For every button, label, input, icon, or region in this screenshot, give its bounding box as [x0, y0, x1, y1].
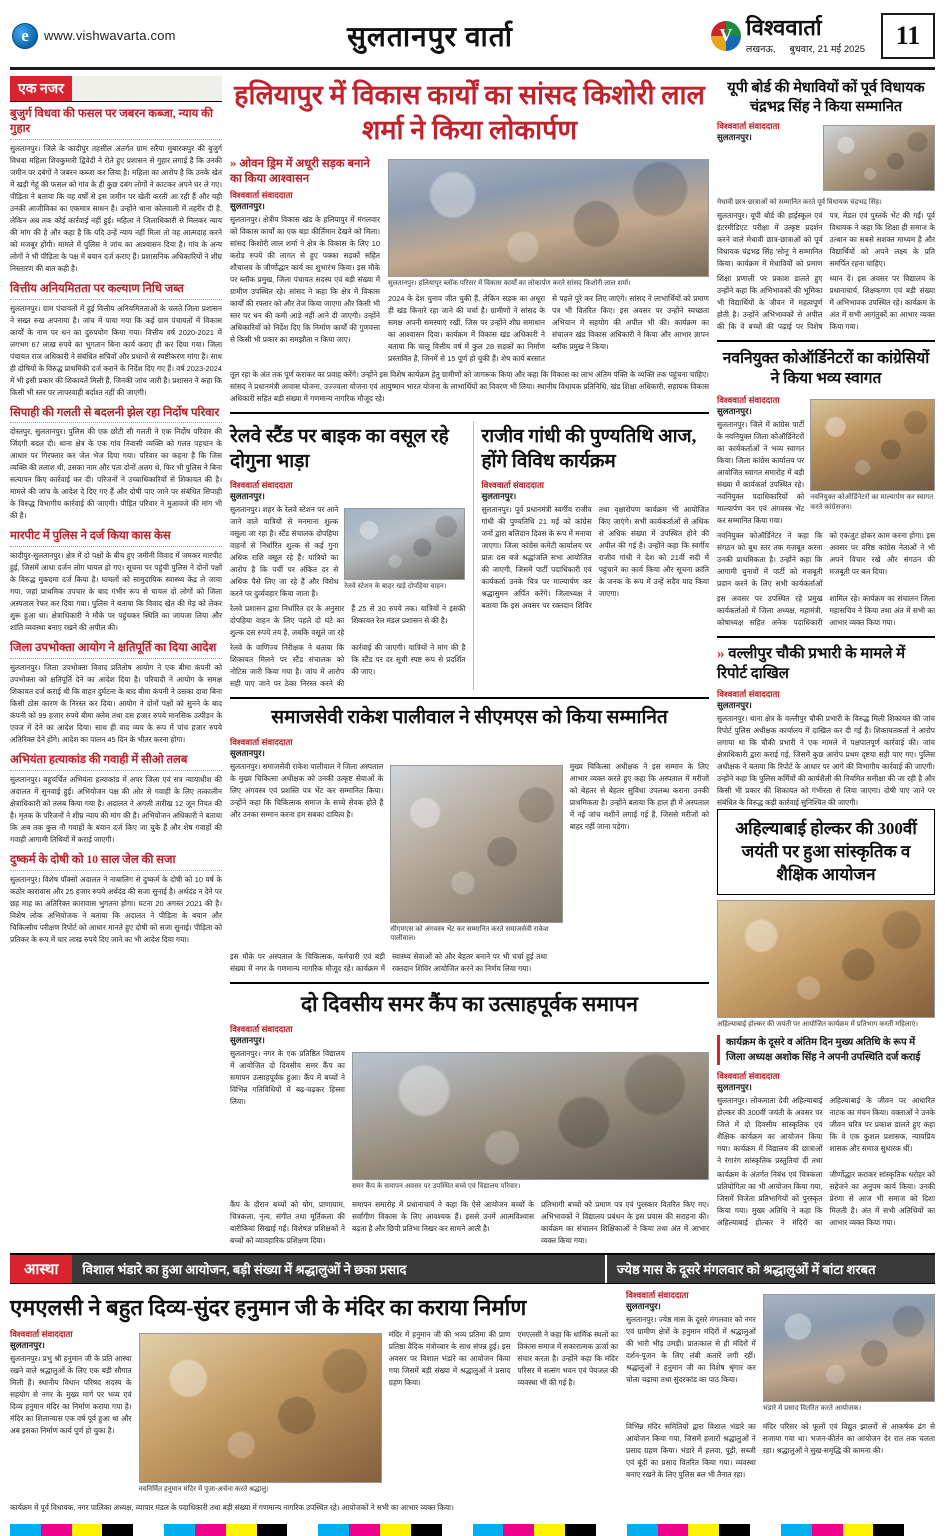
photo-caption: नवनियुक्त कोऑर्डिनेटरों का माल्यार्पण कर स्वागत करते कांग्रेसजन। [810, 494, 934, 511]
masthead-website[interactable] [10, 23, 225, 49]
list-item[interactable] [10, 406, 222, 523]
nazar-text: सुलतानपुर। बहुचर्चित अभियंता हत्याकांड में अपर जिला एवं सत्र न्यायाधीश की अदालत में सुनवाई हुई। अभियोजन पक्ष की ओर से गवाही के लिए तत्कालीन क्षेत्राधिकारी को तलब किया गया है। अदालत ने अगली तारीख 12 जून नियत की है। मृतक के परिजनों ने शीघ्र न्याय की मांग की है। अभियोजन अधिकारी ने बताया कि अब तक कुल नौ गवाहों के बयान दर्ज किए जा चुके हैं और शेष गवाहों की गवाही आगामी तिथियों में कराई जाएगी। [10, 774, 222, 844]
photo-image [390, 765, 562, 923]
headline: » वल्लीपुर चौकी प्रभारी के मामले में रिपोर्ट दाखिल [717, 646, 906, 682]
cmyk-registration-bar [10, 1524, 935, 1536]
byline: विश्ववार्ता संवाददाता सुलतानपुर। [481, 480, 544, 502]
nazar-text: दोस्तपुर, सुलतानपुर। पुलिस की एक छोटी सी गलती ने एक निर्दोष परिवार की जिंदगी बदल दी। थाना क्षेत्र के एक गांव निवासी व्यक्ति को गलत पहचान के आधार पर गिरफ्तार कर जेल भेज दिया गया। परिवार का कहना है कि जिस व्यक्ति की तलाश थी, उसका नाम और पता दोनों अलग थे, फिर भी पुलिस ने बिना सत्यापन किए कार्रवाई कर दी। परिजनों ने उच्चाधिकारियों से शिकायत की है। मामले की जांच के आदेश दे दिए गए हैं और दोषी पाए जाने पर संबंधित सिपाही के विरुद्ध विभागीय कार्रवाई की जाएगी। पीड़ित परिवार ने मुआवजे की मांग भी की है। [10, 427, 222, 521]
cms-photo [390, 765, 562, 943]
divider [717, 636, 935, 638]
photo-image [139, 1333, 382, 1483]
nazar-text: सुलतानपुर। जिले के कादीपुर तहसील अंतर्गत ग्राम सरैया मुबारकपुर की बुजुर्ग विधवा महिला शिवकुमारी द्विवेदी ने रोते हुए प्रशासन से गुहार लगाई है कि उनकी जमीन पर दबंगों ने जबरन कब्जा कर लिया है। महिला का आरोप है कि उनके खेत में खड़ी गेहूं की फसल को गांव के ही कुछ दबंग लोगों ने काटकर अपने घर ले गए। पीड़िता ने बताया कि वह वर्षों से इस जमीन पर खेती करती आ रही हैं और यही उनकी आजीविका का एकमात्र साधन है। उन्होंने थाना कोतवाली में तहरीर दी है, लेकिन अब तक कोई कार्रवाई नहीं हुई। महिला ने जिलाधिकारी से मिलकर न्याय की मांग की है और कहा है कि यदि उन्हें न्याय नहीं मिला तो वह आत्मदाह करने को मजबूर होंगी। मामले में पुलिस ने जांच का आश्वासन दिया है। गांव के अन्य लोगों ने भी पीड़िता के पक्ष में बयान दर्ज कराए हैं। प्रशासनिक अधिकारियों ने शीघ्र निस्तारण की बात कही है। [10, 143, 222, 273]
railway-text-col3: रेलवे के वाणिज्य निरीक्षक ने बताया कि शिकायत मिलने पर स्टैंड संचालक को नोटिस जारी किया गया है। जांच में आरोप सही पाए जाने पर ठेका निरस्त करने की कार्रवाई की जाएगी। यात्रियों ने मांग की है कि स्टैंड पर दर सूची स्पष्ट रूप से प्रदर्शित की जाए। [230, 643, 466, 689]
byline: विश्ववार्ता संवाददाता सुलतानपुर। [717, 121, 780, 143]
aastha-section-bar [10, 1253, 935, 1284]
page-number: 11 [881, 13, 935, 59]
nazar-text: सुलतानपुर। विशेष पॉक्सो अदालत ने नाबालिग से दुष्कर्म के दोषी को 10 वर्ष के कठोर कारावास और 25 हजार रुपये अर्थदंड की सजा सुनाई है। अर्थदंड न देने पर छह माह का अतिरिक्त कारावास भुगतना होगा। घटना 20 अगस्त 2021 की है। विशेष लोक अभियोजक ने बताया कि अदालत ने पीड़िता के बयान और चिकित्सीय परीक्षण रिपोर्ट को आधार मानते हुए दोषी को सजा सुनाई। पीड़िता को प्रतिकर के रूप में चार लाख रुपये दिए जाने का भी आदेश दिया गया। [10, 874, 222, 944]
article-summer-camp[interactable] [230, 991, 709, 1247]
bhandara-photo [763, 1294, 935, 1413]
article-mlc-temple[interactable] [10, 1290, 618, 1514]
coord-text-col3: इस अवसर पर उपस्थित रहे प्रमुख कार्यकर्ताओं में जिला अध्यक्ष, महामंत्री, कोषाध्यक्ष सहित अनेक पदाधिकारी शामिल रहे। कार्यक्रम का संचालन जिला महासचिव ने किया तथा अंत में सभी का आभार व्यक्त किया गया। [717, 594, 935, 628]
headline: अहिल्याबाई होल्कर की 300वीं जयंती पर हुआ सांस्कृतिक व शैक्षिक आयोजन [735, 818, 917, 884]
railway-text-col2: रेलवे प्रशासन द्वारा निर्धारित दर के अनुसार दोपहिया वाहन के लिए पहले दो घंटे का शुल्क दस रुपये तय है, जबकि वसूले जा रहे हैं 25 से 30 रुपये तक। यात्रियों ने इसकी शिकायत रेल मंडल प्रशासन से की है। [230, 604, 466, 638]
nazar-heading: दुष्कर्म के दोषी को 10 साल जेल की सजा [10, 853, 222, 871]
column-right [717, 76, 935, 1247]
up-board-text-col1: सुलतानपुर। यूपी बोर्ड की हाईस्कूल एवं इंटरमीडिएट परीक्षा में उत्कृष्ट प्रदर्शन करने वाले मेधावी छात्र-छात्राओं को पूर्व विधायक चंद्रभद्र सिंह 'सोनू' ने सम्मानित किया। कार्यक्रम में मेधावियों को प्रमाण पत्र, मेडल एवं पुस्तकें भेंट की गईं। पूर्व विधायक ने कहा कि शिक्षा ही समाज के उत्थान का सबसे सशक्त माध्यम है और विद्यार्थियों को अपने लक्ष्य के प्रति समर्पित रहना चाहिए। [717, 211, 935, 269]
cms-text-col1: सुलतानपुर। समाजसेवी राकेश पालीवाल ने जिला अस्पताल के मुख्य चिकित्सा अधीक्षक को उनकी उत्कृष्ट सेवाओं के लिए अंगवस्त्र एवं प्रशस्ति पत्र भेंट कर सम्मानित किया। उन्होंने कहा कि चिकित्सक समाज के सच्चे सेवक होते हैं और उनका सम्मान करना हम सबका दायित्व है। [230, 761, 384, 819]
up-board-photo [823, 125, 935, 191]
camp-text-col4: प्रतिभागी बच्चों को प्रमाण पत्र एवं पुरस्कार वितरित किए गए। अभिभावकों ने विद्यालय प्रबंधन के इस प्रयास की सराहना की। कार्यक्रम का संचालन शिक्षिकाओं ने किया तथा अंत में आभार व्यक्त किया गया। [540, 1200, 709, 1246]
nazar-text: कादीपुर-सुलतानपुर। क्षेत्र में दो पक्षों के बीच हुए जमीनी विवाद में जमकर मारपीट हुई, जिसमें आधा दर्जन लोग घायल हो गए। सूचना पर पहुंची पुलिस ने दोनों पक्षों के विरुद्ध मुकदमा दर्ज किया है। घायलों को सामुदायिक स्वास्थ्य केंद्र ले जाया गया, जहां प्राथमिक उपचार के बाद गंभीर रूप से घायल दो लोगों को जिला अस्पताल रेफर कर दिया गया। पुलिस ने बताया कि विवाद खेत की मेड़ को लेकर शुरू हुआ था। क्षेत्राधिकारी ने मौके पर पहुंचकर स्थिति का जायजा लिया और शांति व्यवस्था बनाए रखने की अपील की। [10, 551, 222, 633]
ahilyabai-headline-box[interactable] [717, 809, 935, 896]
headline: एमएलसी ने बहुत दिव्य-सुंदर हनुमान जी के मंदिर का कराया निर्माण [10, 1295, 527, 1321]
nazar-heading: वित्तीय अनियमितता पर कल्याण निधि जब्त [10, 282, 222, 300]
lead-text-col3: तूल रहा के अंत तक पूर्ण कराकर का प्रवाह करेंगे। उन्होंने इस विशेष कार्यक्रम हेतु ग्रामीणों को जागरूक किया और कहा कि विकास का लाभ अंतिम पंक्ति के व्यक्ति तक पहुंचना चाहिए। सांसद ने प्रधानमंत्री आवास योजना, उज्ज्वला योजना एवं आयुष्मान भारत योजना के लाभार्थियों का विवरण भी लिया। स्थानीय विधायक प्रतिनिधि, खंड शिक्षा अधिकारी, सहायक विकास अधिकारी सहित बड़ी संख्या में गणमान्य नागरिक मौजूद रहे। [230, 370, 709, 404]
photo-caption: भंडारे में प्रसाद वितरित करते आयोजक। [762, 1405, 862, 1413]
list-item[interactable] [10, 853, 222, 946]
article-bhandara[interactable] [626, 1290, 935, 1514]
cms-text-col3: इस मौके पर अस्पताल के चिकित्सक, कर्मचारी एवं बड़ी संख्या में नगर के गणमान्य नागरिक मौजूद रहे। कार्यक्रम में स्वास्थ्य सेवाओं को और बेहतर बनाने पर भी चर्चा हुई तथा रक्तदान शिविर आयोजित करने का निर्णय लिया गया। [230, 952, 547, 974]
photo-image [763, 1294, 935, 1402]
divider [230, 412, 709, 414]
list-item[interactable] [10, 282, 222, 399]
headline: समाजसेवी राकेश पालीवाल ने सीएमएस को किया सम्मानित [271, 707, 668, 729]
globe-icon [12, 23, 38, 49]
mlc-text-col2: मंदिर में हनुमान जी की भव्य प्रतिमा की प्राण प्रतिष्ठा वैदिक मंत्रोच्चार के साथ संपन्न हुई। इस अवसर पर विशाल भंडारे का आयोजन किया गया जिसमें बड़ी संख्या में श्रद्धालुओं ने प्रसाद ग्रहण किया। [388, 1329, 511, 1387]
headline: रेलवे स्टैंड पर बाइक का वसूल रहे दोगुना भाड़ा [230, 426, 449, 472]
bhandara-text-col2: विभिन्न मंदिर समितियों द्वारा विशाल भंडारे का आयोजन किया गया, जिसमें हजारों श्रद्धालुओं ने प्रसाद ग्रहण किया। भंडारे में हलवा, पूड़ी, सब्जी एवं बूंदी का प्रसाद वितरित किया गया। व्यवस्था बनाए रखने के लिए पुलिस बल भी तैनात रहा। [626, 1422, 756, 1480]
nazar-text: सुलतानपुर। जिला उपभोक्ता विवाद प्रतितोष आयोग ने एक बीमा कंपनी को उपभोक्ता को क्षतिपूर्ति देने का आदेश दिया है। परिवादी ने आयोग के समक्ष शिकायत दर्ज कराई थी कि वाहन दुर्घटना के बाद बीमा कंपनी ने उसका दावा बिना किसी ठोस कारण के निरस्त कर दिया। आयोग ने दोनों पक्षों को सुनने के बाद कंपनी को 99 हजार रुपये बीमा क्लेम तथा दस हजार रुपये मानसिक उत्पीड़न के एवज में देने का आदेश दिया। साथ ही वाद व्यय के रूप में पांच हजार रुपये अतिरिक्त देने होंगे। आदेश का पालन 45 दिन के भीतर करना होगा। [10, 663, 222, 744]
nazar-heading: बुजुर्ग विधवा की फसल पर जबरन कब्जा, न्याय की गुहार [10, 107, 222, 140]
ek-nazar-header [10, 76, 222, 102]
divider [717, 340, 935, 342]
website-url[interactable]: www.vishwavarta.com [44, 28, 176, 43]
photo-image [717, 900, 935, 1018]
article-rajiv[interactable] [473, 421, 709, 690]
photo-caption: समर कैंप के समापन अवसर पर उपस्थित बच्चे एवं विद्यालय परिवार। [351, 1183, 521, 1191]
byline: विश्ववार्ता संवाददाता सुलतानपुर। [10, 1328, 73, 1350]
photo-image [352, 1052, 709, 1180]
rajiv-text: सुलतानपुर। पूर्व प्रधानमंत्री स्वर्गीय राजीव गांधी की पुण्यतिथि 21 मई को कांग्रेस जनों द्वारा बलिदान दिवस के रूप में मनाया जाएगा। जिला कांग्रेस कमेटी कार्यालय पर प्रातः दस बजे श्रद्धांजलि सभा आयोजित की जाएगी, जिसमें पार्टी पदाधिकारी एवं कार्यकर्ता उनके चित्र पर माल्यार्पण कर श्रद्धासुमन अर्पित करेंगे। जिलाध्यक्ष ने बताया कि इस अवसर पर रक्तदान शिविर तथा वृक्षारोपण कार्यक्रम भी आयोजित किए जाएंगे। सभी कार्यकर्ताओं से अधिक से अधिक संख्या में उपस्थित होने की अपील की गई है। उन्होंने कहा कि स्वर्गीय राजीव गांधी ने देश को 21वीं सदी में पहुंचाने का कार्य किया और सूचना क्रांति के जनक के रूप में उन्हें सदैव याद किया जाएगा। [481, 505, 709, 611]
headline: राजीव गांधी की पुण्यतिथि आज, होंगे विविध कार्यक्रम [481, 426, 697, 472]
column-middle [230, 76, 709, 1247]
byline: विश्ववार्ता संवाददाता सुलतानपुर। [230, 189, 293, 211]
header-fill [72, 76, 222, 101]
byline: विश्ववार्ता संवाददाता सुलतानपुर। [717, 1070, 780, 1092]
bhandara-text-col1: सुलतानपुर। ज्येष्ठ मास के दूसरे मंगलवार को नगर एवं ग्रामीण क्षेत्रों के हनुमान मंदिरों में श्रद्धालुओं की भारी भीड़ उमड़ी। प्रातःकाल से ही मंदिरों में दर्शन-पूजन के लिए लंबी कतारें लगी रहीं। श्रद्धालुओं ने हनुमान जी का विशेष श्रृंगार कर चोला चढ़ाया तथा सुंदरकांड का पाठ किया। [626, 1315, 756, 1385]
bottom-section [10, 1290, 935, 1514]
article-lead[interactable] [230, 78, 709, 405]
lead-photo [388, 159, 709, 288]
camp-text-col3: समापन समारोह में प्रधानाचार्य ने कहा कि ऐसे आयोजन बच्चों के सर्वांगीण विकास के लिए आवश्यक हैं। इससे उनमें आत्मविश्वास बढ़ता है और छिपी प्रतिभा निखर कर सामने आती है। [351, 1200, 534, 1234]
photo-image [344, 508, 465, 580]
column-left [10, 76, 222, 1247]
photo-image [388, 159, 709, 277]
lead-kicker: » ओवन ड्रिम में अधूरी सड़क बनाने का किया आश्वासन [230, 155, 370, 186]
aastha-subhead-right: ज्येष्ठ मास के दूसरे मंगलवार को श्रद्धालुओं में बांटा शरबत [605, 1255, 935, 1283]
list-item[interactable] [10, 641, 222, 746]
camp-photo [352, 1052, 709, 1191]
coord-text-col1: सुलतानपुर। जिले में कांग्रेस पार्टी के नवनियुक्त जिला कोऑर्डिनेटरों का कार्यकर्ताओं ने भव्य स्वागत किया। जिला कांग्रेस कार्यालय पर आयोजित स्वागत समारोह में बड़ी संख्या में कार्यकर्ता उपस्थित रहे। नवनियुक्त पदाधिकारियों को माल्यार्पण कर एवं अंगवस्त्र भेंट कर सम्मानित किया गया। [717, 420, 805, 526]
nazar-heading: अभियंता हत्याकांड की गवाही में सीओ तलब [10, 753, 222, 771]
headline: यूपी बोर्ड की मेधावियों कों पूर्व विधायक चंद्रभद्र सिंह ने किया सम्मानित [727, 80, 925, 116]
page-content [10, 76, 935, 1247]
article-coordinators[interactable] [717, 349, 935, 629]
byline: विश्ववार्ता संवाददाता सुलतानपुर। [626, 1290, 689, 1312]
nazar-heading: जिला उपभोक्ता आयोग ने क्षतिपूर्ति का दिया आदेश [10, 641, 222, 659]
byline: विश्ववार्ता संवाददाता सुलतानपुर। [717, 688, 780, 710]
chowki-text: सुलतानपुर। थाना क्षेत्र के वल्लीपुर चौकी प्रभारी के विरुद्ध मिली शिकायत की जांच रिपोर्ट पुलिस अधीक्षक कार्यालय में दाखिल कर दी गई है। शिकायतकर्ता ने आरोप लगाया था कि चौकी प्रभारी ने एक मामले में पक्षपातपूर्ण कार्रवाई की। जांच क्षेत्राधिकारी द्वारा कराई गई, जिसमें कुछ आरोप प्रथम दृष्टया सही पाए गए। पुलिस अधीक्षक ने बताया कि रिपोर्ट के आधार पर आगे की विभागीय कार्रवाई की जाएगी। उन्होंने कहा कि पुलिस कर्मियों की कार्यशैली की नियमित समीक्षा की जा रही है और किसी भी प्रकार की शिकायत को गंभीरता से लिया जाएगा। दोषी पाए जाने पर संबंधित के विरुद्ध कड़ी कार्रवाई सुनिश्चित की जाएगी। [717, 713, 935, 807]
camp-text-col2: कैंप के दौरान बच्चों को योग, प्राणायाम, चित्रकला, नृत्य, संगीत तथा मूर्तिकला की बारीकियां सिखाई गईं। विशेषज्ञ प्रशिक्षकों ने बच्चों को व्यावहारिक प्रशिक्षण दिया। [230, 1200, 345, 1246]
page-title: हलियापुर में विकास कार्यों का सांसद किशोरी लाल शर्मा ने किया लोकार्पण [234, 80, 705, 145]
divider [230, 982, 709, 984]
byline: विश्ववार्ता संवाददाता सुलतानपुर। [230, 1024, 293, 1046]
nazar-heading: मारपीट में पुलिस ने दर्ज किया कास केस [10, 529, 222, 547]
mlc-photo-left [139, 1333, 382, 1494]
masthead-right [635, 13, 935, 59]
masthead [10, 8, 935, 70]
aastha-label: आस्था [10, 1255, 72, 1283]
publication-logo [711, 14, 865, 55]
byline: विश्ववार्ता संवाददाता सुलतानपुर। [230, 480, 293, 502]
ahilyabai-text-col1: सुलतानपुर। लोकमाता देवी अहिल्याबाई होल्कर की 300वीं जयंती के अवसर पर जिले में दो दिवसीय सांस्कृतिक एवं शैक्षिक कार्यक्रम का आयोजन किया गया। कार्यक्रम में विद्यालय की छात्राओं ने रंगारंग सांस्कृतिक प्रस्तुतियां दीं तथा अहिल्याबाई के जीवन पर आधारित नाटक का मंचन किया। वक्ताओं ने उनके जीवन चरित्र पर प्रकाश डालते हुए कहा कि वे एक कुशल प्रशासक, न्यायप्रिय शासक और समाज सुधारक थीं। [717, 1095, 935, 1165]
railway-text-col1: सुलतानपुर। शहर के रेलवे स्टेशन पर आने जाने वाले यात्रियों से मनमाना शुल्क वसूला जा रहा है। स्टैंड संचालक दोपहिया वाहनों से निर्धारित शुल्क से कई गुना अधिक राशि वसूल रहे हैं। यात्रियों का आरोप है कि पर्ची पर अंकित दर से अधिक पैसे लिए जा रहे हैं और विरोध करने पर दुर्व्यवहार किया जाता है। [230, 505, 339, 599]
row-two-stories [230, 421, 709, 690]
publication-city: लखनऊ, [745, 43, 776, 55]
lead-text-col2: 2024 के देश चुनाव जीत चुकी हैं, लेकिन सड़क का अधूरा ही खंड किनारे रहा जाने की चर्चा है। ग्रामीणों ने सांसद के समक्ष अपनी समस्याएं रखीं, जिस पर उन्होंने शीघ्र समाधान का आश्वासन दिया। कार्यक्रम में विकास खंड अधिकारी ने बताया कि चालू वित्तीय वर्ष में कुल 28 सड़कों का निर्माण प्रस्तावित है, जिनमें से 15 पूर्ण हो चुकी हैं। शेष कार्य बरसात से पहले पूरे कर लिए जाएंगे। सांसद ने लाभार्थियों को प्रमाण पत्र भी वितरित किए। इस अवसर पर उन्होंने स्वच्छता अभियान में सहयोग की अपील भी की। कार्यक्रम का संचालन खंड विकास अधिकारी ने किया और आभार ज्ञापन ब्लॉक प्रमुख ने किया। [388, 294, 709, 364]
byline: विश्ववार्ता संवाददाता सुलतानपुर। [717, 395, 780, 417]
photo-image [823, 125, 935, 191]
coord-text-col2: नवनियुक्त कोऑर्डिनेटर ने कहा कि संगठन को बूथ स्तर तक मजबूत करना उनकी प्राथमिकता है। उन्होंने कहा कि आगामी चुनावों में पार्टी को मजबूती प्रदान करने के लिए सभी कार्यकर्ताओं को एकजुट होकर काम करना होगा। इस अवसर पर वरिष्ठ कांग्रेस नेताओं ने भी अपने विचार रखे और संगठन की मजबूती पर बल दिया। [717, 531, 935, 589]
cms-text-col2: मुख्य चिकित्सा अधीक्षक ने इस सम्मान के लिए आभार व्यक्त करते हुए कहा कि अस्पताल में मरीजों को बेहतर से बेहतर सुविधा उपलब्ध कराना उनकी प्राथमिकता है। उन्होंने बताया कि हाल ही में अस्पताल में नई जांच मशीनें लगाई गई हैं, जिससे मरीजों को बाहर नहीं जाना पड़ेगा। [569, 761, 709, 831]
mlc-text-col3: एमएलसी ने कहा कि धार्मिक स्थलों का विकास समाज में सकारात्मक ऊर्जा का संचार करता है। उन्होंने कहा कि मंदिर परिसर में सत्संग भवन एवं पेयजल की व्यवस्था भी की गई है। [517, 1329, 618, 1387]
article-ahilyabai[interactable] [717, 900, 935, 1229]
railway-photo [344, 508, 465, 591]
publication-name: विश्ववार्ता [745, 14, 822, 40]
list-item[interactable] [10, 753, 222, 846]
photo-caption: मेधावी छात्र-छात्राओं को सम्मानित करते पूर्व विधायक चंद्रभद्र सिंह। [717, 199, 882, 207]
bhandara-text-col3: मंदिर परिसर को फूलों एवं विद्युत झालरों से आकर्षक ढंग से सजाया गया था। भजन-कीर्तन का आयोजन देर रात तक चलता रहा। श्रद्धालुओं ने सुख-समृद्धि की कामना की। [762, 1422, 935, 1456]
photo-caption: अहिल्याबाई होल्कर की जयंती पर आयोजित कार्यक्रम में प्रतिभाग करतीं महिलाएं। [717, 1021, 918, 1029]
ahilyabai-text-col2: कार्यक्रम के अंतर्गत निबंध एवं चित्रकला प्रतियोगिता का भी आयोजन किया गया, जिसमें विजेता प्रतिभागियों को पुरस्कृत किया गया। मुख्य अतिथि ने कहा कि अहिल्याबाई होल्कर ने मंदिरों का जीर्णोद्धार कराकर सांस्कृतिक धरोहर को सहेजने का अनुपम कार्य किया। उनकी प्रेरणा से आज भी समाज को दिशा मिलती है। अंत में सभी अतिथियों का आभार व्यक्त किया गया। [717, 1170, 935, 1228]
edition-title: सुलतानपुर वार्ता [346, 21, 514, 53]
camp-text-col1: सुलतानपुर। नगर के एक प्रतिष्ठित विद्यालय में आयोजित दो दिवसीय समर कैंप का समापन उत्साहपूर्वक हुआ। कैंप में बच्चों ने विभिन्न गतिविधियों में बढ़-चढ़कर हिस्सा लिया। [230, 1049, 345, 1107]
list-item[interactable] [10, 107, 222, 275]
coordinators-photo [810, 399, 935, 511]
photo-caption: नवनिर्मित हनुमान मंदिर में पूजा-अर्चना करते श्रद्धालु। [138, 1485, 269, 1493]
mlc-text-col1: सुलतानपुर। प्रभु श्री हनुमान जी के प्रति आस्था रखने वाले श्रद्धालुओं के लिए एक बड़ी सौगात मिली है। स्थानीय विधान परिषद सदस्य के सहयोग से नगर के मुख्य मार्ग पर भव्य एवं दिव्य हनुमान मंदिर का निर्माण कराया गया है। मंदिर का शिलान्यास एक वर्ष पूर्व हुआ था और अब इसका निर्माण कार्य पूर्ण हो चुका है। [10, 1353, 132, 1435]
vishwavarta-logo-icon [711, 21, 741, 51]
article-chowki[interactable] [717, 645, 935, 808]
photo-image [810, 399, 935, 491]
headline: दो दिवसीय समर कैंप का उत्साहपूर्वक समापन [301, 992, 638, 1017]
nazar-text: सुलतानपुर। ग्राम पंचायतों में हुई वित्तीय अनियमितताओं के चलते जिला प्रशासन ने सख्त रुख अपनाया है। जांच में पाया गया कि कई ग्राम पंचायतों में विकास कार्यों के नाम पर धन का दुरुपयोग किया गया। वित्तीय वर्ष 2020-2021 में लगभग 67 लाख रुपये का भुगतान बिना कार्य कराए ही कर दिया गया। जिला पंचायत राज अधिकारी ने संबंधित सचिवों और प्रधानों से स्पष्टीकरण मांगा है। साथ ही दोषियों के विरुद्ध प्राथमिकी दर्ज कराने के निर्देश दिए गए हैं। वर्ष 2023-2024 में भी इसी प्रकार की शिकायतें मिली हैं, जिनकी जांच जारी है। प्रशासन ने कहा कि किसी भी स्तर पर लापरवाही बर्दाश्त नहीं की जाएगी। [10, 303, 222, 397]
article-railway[interactable] [230, 421, 465, 690]
nazar-heading: सिपाही की गलती से बदलनी झेल रहा निर्दोष परिवार [10, 406, 222, 424]
lead-text-col1: सुलतानपुर। क्षेत्रीय विकास खंड के हलियापुर में मंगलवार को विकास कार्यों का एक बड़ा कीर्तिमान देखने को मिला। सांसद किशोरी लाल शर्मा ने क्षेत्र के विकास के लिए 10 करोड़ रुपये की लागत से हुए पक्का सड़कों सहित शौचालय के जीर्णोद्धार कार्य का शुभारंभ किया। इस मौके पर ब्लॉक प्रमुख, जिला पंचायत सदस्य एवं बड़ी संख्या में ग्रामीण उपस्थित रहे। सांसद ने कहा कि क्षेत्र में विकास कार्यों की रफ्तार को और तेज किया जाएगा और किसी भी स्तर पर धन की कमी आड़े नहीं आने दी जाएगी। उन्होंने अधिकारियों को निर्देश दिए कि निर्माण कार्यों की गुणवत्ता से किसी भी प्रकार का समझौता न किया जाए। [230, 214, 380, 344]
pull-quote: कार्यक्रम के दूसरे व अंतिम दिन मुख्य अतिथि के रूप में जिला अध्यक्ष अशोक सिंह ने अपनी उपस्थिति दर्ज कराई [717, 1035, 935, 1065]
byline: विश्ववार्ता संवाददाता सुलतानपुर। [230, 736, 293, 758]
ahilyabai-photo [717, 900, 935, 1029]
photo-caption: सुलतानपुर। हलियापुर ब्लॉक परिसर में विकास कार्यों का लोकार्पण करते सांसद किशोरी लाल शर्मा। [388, 280, 631, 288]
headline: नवनियुक्त कोऑर्डिनेटरों का कांग्रेसियों ने किया भव्य स्वागत [722, 350, 930, 388]
aastha-subhead-left: विशाल भंडारे का हुआ आयोजन, बड़ी संख्या में श्रद्धालुओं ने छका प्रसाद [72, 1255, 605, 1283]
divider [230, 697, 709, 699]
photo-caption: रेलवे स्टेशन के बाहर खड़े दोपहिया वाहन। [344, 583, 447, 591]
mlc-text-col4: कार्यक्रम में पूर्व विधायक, नगर पालिका अध्यक्ष, व्यापार मंडल के पदाधिकारी तथा बड़ी संख्या में गणमान्य नागरिक उपस्थित रहे। आयोजकों ने सभी का आभार व्यक्त किया। [10, 1503, 454, 1513]
article-cms[interactable] [230, 706, 709, 975]
publication-date: बुधवार, 21 मई 2025 [789, 43, 865, 55]
up-board-text-col2: शिक्षा प्रणाली पर प्रकाश डालते हुए उन्होंने कहा कि अभिभावकों की भूमिका भी विद्यार्थियों के जीवन में महत्वपूर्ण होती है। उन्होंने अभिभावकों से अपील की कि वे बच्चों की पढ़ाई पर विशेष ध्यान दें। इस अवसर पर विद्यालय के प्रधानाचार्य, शिक्षकगण एवं बड़ी संख्या में अभिभावक उपस्थित रहे। कार्यक्रम के अंत में सभी आगंतुकों का आभार व्यक्त किया गया। [717, 274, 935, 332]
list-item[interactable] [10, 529, 222, 634]
ek-nazar-label: एक नजर [10, 76, 72, 101]
photo-caption: सीएमएस को अंगवस्त्र भेंट कर सम्मानित करते समाजसेवी राकेश पालीवाल। [390, 925, 549, 942]
article-up-board[interactable] [717, 79, 935, 333]
